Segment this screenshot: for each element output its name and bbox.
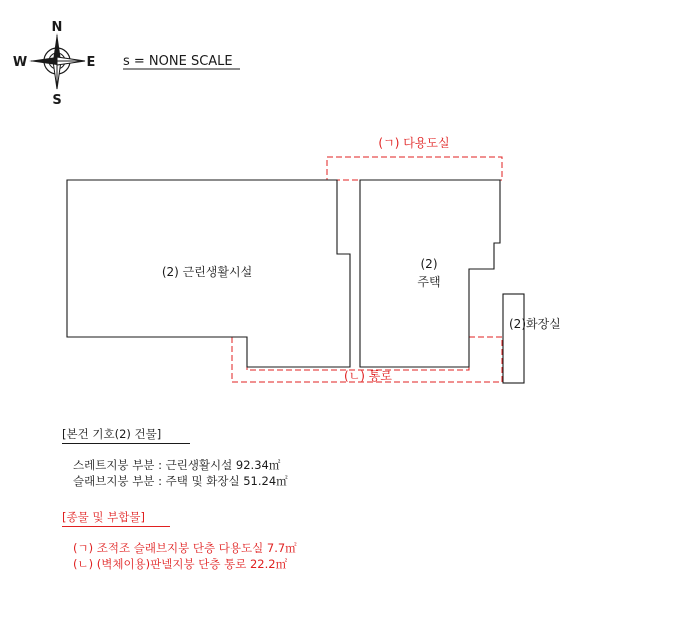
building-house-label: 주택	[417, 275, 441, 289]
legend-line-slab-roof: 슬래브지붕 부분 : 주택 및 화장실 51.24㎡	[73, 474, 288, 488]
legend-line-slate-roof: 스레트지붕 부분 : 근린생활시설 92.34㎡	[73, 458, 281, 472]
annex-storage-label: (ㄱ) 다용도실	[378, 136, 450, 150]
legend-heading: [본건 기호(2) 건물]	[62, 427, 162, 441]
building-house-number: (2)	[420, 257, 438, 271]
annex-storage-outline	[327, 157, 502, 180]
scale-label: s = NONE SCALE	[123, 54, 233, 69]
annex-passage-label: (ㄴ) 통로	[344, 369, 392, 383]
legend-line-storage: (ㄱ) 조적조 슬래브지붕 단층 다용도실 7.7㎡	[73, 541, 297, 555]
compass-west-label: W	[12, 55, 28, 70]
legend-sub-heading-underline	[62, 526, 170, 527]
toilet-outline	[503, 294, 524, 383]
legend-sub-heading: [종물 및 부합물]	[62, 510, 145, 524]
compass-east-label: E	[86, 55, 96, 70]
compass-north-label: N	[51, 20, 63, 35]
building-commercial-label: (2) 근린생활시설	[161, 265, 253, 279]
legend-heading-underline	[62, 443, 190, 444]
compass-south-label: S	[52, 93, 62, 108]
legend-line-passage: (ㄴ) (벽체이용)판넬지붕 단층 통로 22.2㎡	[73, 557, 288, 571]
compass-rose-icon	[29, 33, 85, 89]
building-house-outline	[360, 180, 500, 367]
toilet-label: (2)화장실	[509, 317, 561, 331]
